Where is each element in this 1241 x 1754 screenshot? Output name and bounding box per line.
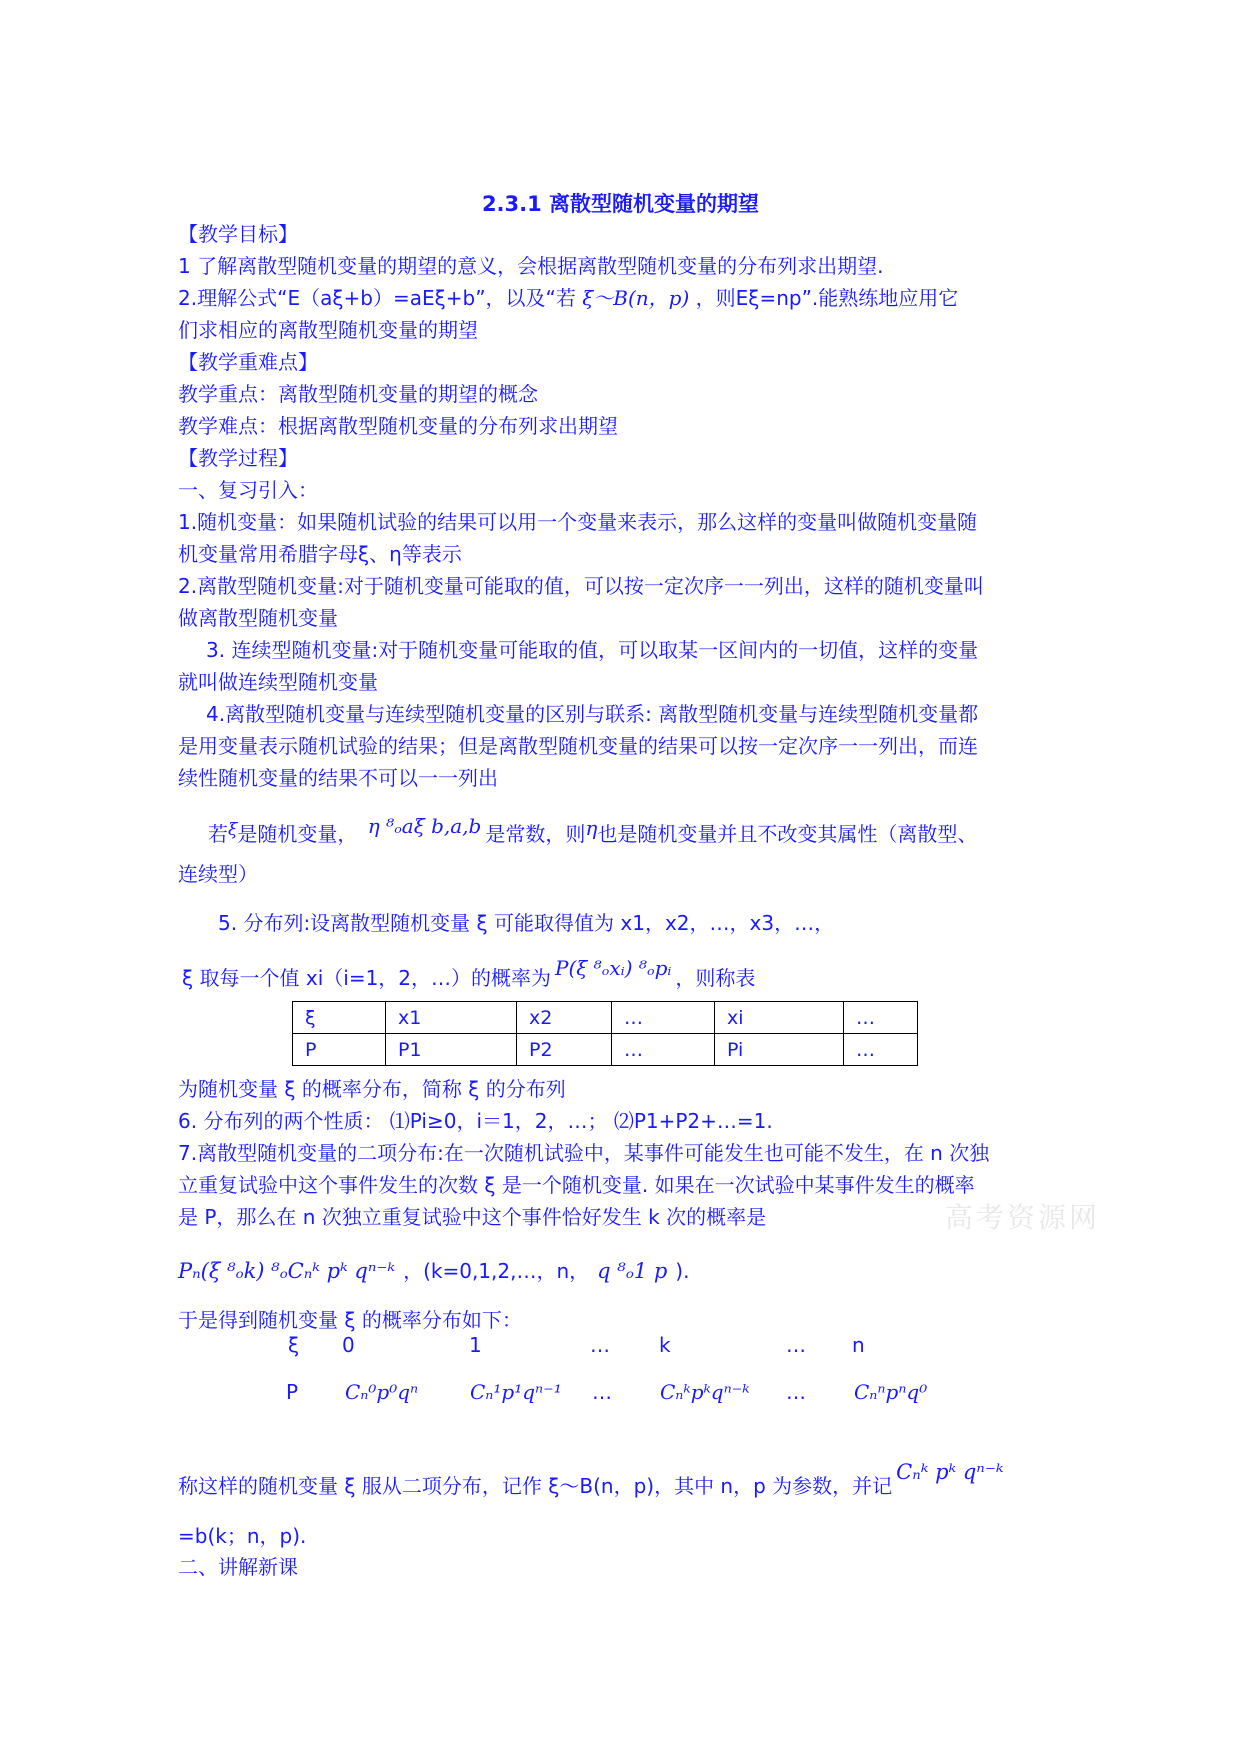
review-heading: 一、复习引入： <box>178 478 318 502</box>
review-p4-line2: 是用变量表示随机试验的结果；但是离散型随机变量的结果可以按一定次序一一列出，而连 <box>178 734 978 758</box>
table-cell: ξ <box>293 1002 386 1034</box>
binomial-cell: P <box>286 1380 299 1404</box>
goal-2-text-b: ，则Eξ=np”.能熟练地应用它 <box>695 286 959 310</box>
binomial-cell: … <box>590 1333 610 1357</box>
review-p7-formula-line <box>178 1256 689 1290</box>
goal-1: 1 了解离散型随机变量的期望的意义，会根据离散型随机变量的分布列求出期望. <box>178 254 884 278</box>
binomial-cell: Cₙᵏpᵏqⁿ⁻ᵏ <box>660 1380 750 1404</box>
table-cell: P2 <box>517 1034 612 1066</box>
binomial-row-values <box>0 1333 1241 1359</box>
binomial-cell: … <box>786 1380 806 1404</box>
document-title: 2.3.1 离散型随机变量的期望 <box>481 192 760 216</box>
binomial-cell: n <box>852 1333 865 1357</box>
table-cell: x1 <box>386 1002 517 1034</box>
binomial-cell: … <box>786 1333 806 1357</box>
review-p5-line3: 为随机变量 ξ 的概率分布，简称 ξ 的分布列 <box>178 1077 566 1101</box>
goal-2-text-a: 2.理解公式“E（aξ+b）=aEξ+b”，以及“若 <box>178 286 576 310</box>
text-segment: ，则称表 <box>675 966 756 990</box>
key-focus: 教学重点：离散型随机变量的期望的概念 <box>178 382 538 406</box>
math-linear-equation: η ⁸ₒaξ b,a,b <box>367 814 482 838</box>
table-row <box>293 1002 918 1034</box>
math-probability: P(ξ ⁸ₒxᵢ) ⁸ₒpᵢ <box>555 956 672 980</box>
review-p7-line3: 是 P，那么在 n 次独立重复试验中这个事件恰好发生 k 次的概率是 <box>178 1205 767 1229</box>
binomial-cell: Cₙ¹p¹qⁿ⁻¹ <box>470 1380 562 1404</box>
review-p4-line1: 4.离散型随机变量与连续型随机变量的区别与联系: 离散型随机变量与连续型随机变量都 <box>206 702 979 726</box>
review-p7-line4: 于是得到随机变量 ξ 的概率分布如下： <box>178 1308 522 1332</box>
binomial-row-probabilities <box>0 1380 1241 1412</box>
text-segment: ). <box>675 1259 690 1283</box>
review-p4-line5: 连续型） <box>178 862 258 886</box>
review-p5-line2 <box>182 956 756 992</box>
table-cell: … <box>844 1034 918 1066</box>
math-binomial-term: Cₙᵏ pᵏ qⁿ⁻ᵏ <box>896 1460 1004 1484</box>
section-heading-goals: 【教学目标】 <box>178 222 298 246</box>
review-p7-line5 <box>178 1460 1004 1514</box>
math-xi: ξ <box>228 820 238 840</box>
math-eta: η <box>585 816 598 840</box>
review-p7-line1: 7.离散型随机变量的二项分布:在一次随机试验中，某事件可能发生也可能不发生，在 n 次独 <box>178 1141 990 1165</box>
math-q-definition: q ⁸ₒ1 p <box>597 1259 668 1283</box>
review-p5-line1: 5. 分布列:设离散型随机变量 ξ 可能取得值为 x1，x2，…，x3，…， <box>218 911 835 935</box>
binomial-cell: Cₙⁿpⁿq⁰ <box>854 1380 928 1404</box>
text-segment: 称这样的随机变量 ξ 服从二项分布，记作 ξ～B(n，p)，其中 n，p 为参数，并记 <box>178 1474 893 1498</box>
review-p4-line3: 续性随机变量的结果不可以一一列出 <box>178 766 498 790</box>
table-cell: … <box>612 1002 715 1034</box>
math-binomial-formula: Pₙ(ξ ⁸ₒk) ⁸ₒCₙᵏ pᵏ qⁿ⁻ᵏ <box>178 1259 396 1283</box>
section-heading-key: 【教学重难点】 <box>178 350 318 374</box>
review-p1-line1: 1.随机变量：如果随机试验的结果可以用一个变量来表示，那么这样的变量叫做随机变量随 <box>178 510 978 534</box>
text-segment: 是随机变量， <box>237 822 358 846</box>
table-cell: … <box>612 1034 715 1066</box>
table-row <box>293 1034 918 1066</box>
goal-2 <box>178 286 958 312</box>
table-cell: P1 <box>386 1034 517 1066</box>
binomial-cell: … <box>592 1380 612 1404</box>
text-segment: 也是随机变量并且不改变其属性（离散型、 <box>597 822 978 846</box>
review-p2-line1: 2.离散型随机变量:对于随机变量可能取的值，可以按一定次序一一列出，这样的随机变量叫 <box>178 574 984 598</box>
goal-2-continued: 们求相应的离散型随机变量的期望 <box>178 318 478 342</box>
binomial-cell: 0 <box>342 1333 355 1357</box>
table-cell: Pi <box>715 1034 844 1066</box>
binomial-cell: ξ <box>288 1333 300 1357</box>
review-p6: 6. 分布列的两个性质： ⑴Pi≥0，i＝1，2，…； ⑵P1+P2+…=1. <box>178 1109 773 1133</box>
distribution-table <box>292 1001 918 1066</box>
binomial-cell: Cₙ⁰p⁰qⁿ <box>345 1380 419 1404</box>
section-heading-process: 【教学过程】 <box>178 446 298 470</box>
review-p2-line2: 做离散型随机变量 <box>178 606 338 630</box>
review-p3-line1: 3. 连续型随机变量:对于随机变量可能取的值，可以取某一区间内的一切值，这样的变量 <box>206 638 979 662</box>
review-p3-line2: 就叫做连续型随机变量 <box>178 670 378 694</box>
table-cell: x2 <box>517 1002 612 1034</box>
table-cell: … <box>844 1002 918 1034</box>
binomial-cell: k <box>659 1333 671 1357</box>
review-p4-linear-transform <box>208 814 978 848</box>
table-cell: xi <box>715 1002 844 1034</box>
text-segment: ，(k=0,1,2,…，n， <box>403 1259 590 1283</box>
text-segment: ξ 取每一个值 xi（i=1，2，…）的概率为 <box>182 966 552 990</box>
watermark: 高考资源网 <box>945 1201 1101 1234</box>
new-lesson-heading: 二、讲解新课 <box>178 1555 298 1579</box>
key-difficulty: 教学难点：根据离散型随机变量的分布列求出期望 <box>178 414 618 438</box>
table-cell: P <box>293 1034 386 1066</box>
review-p1-line2: 机变量常用希腊字母ξ、η等表示 <box>178 542 462 566</box>
binomial-cell: 1 <box>469 1333 482 1357</box>
review-p7-line2: 立重复试验中这个事件发生的次数 ξ 是一个随机变量. 如果在一次试验中某事件发生的概率 <box>178 1173 975 1197</box>
goal-2-math: ξ～B(n，p) <box>582 286 690 310</box>
text-segment: 若 <box>208 822 228 846</box>
text-segment: 是常数，则 <box>485 822 586 846</box>
review-p7-line6: =b(k；n，p). <box>178 1524 307 1548</box>
